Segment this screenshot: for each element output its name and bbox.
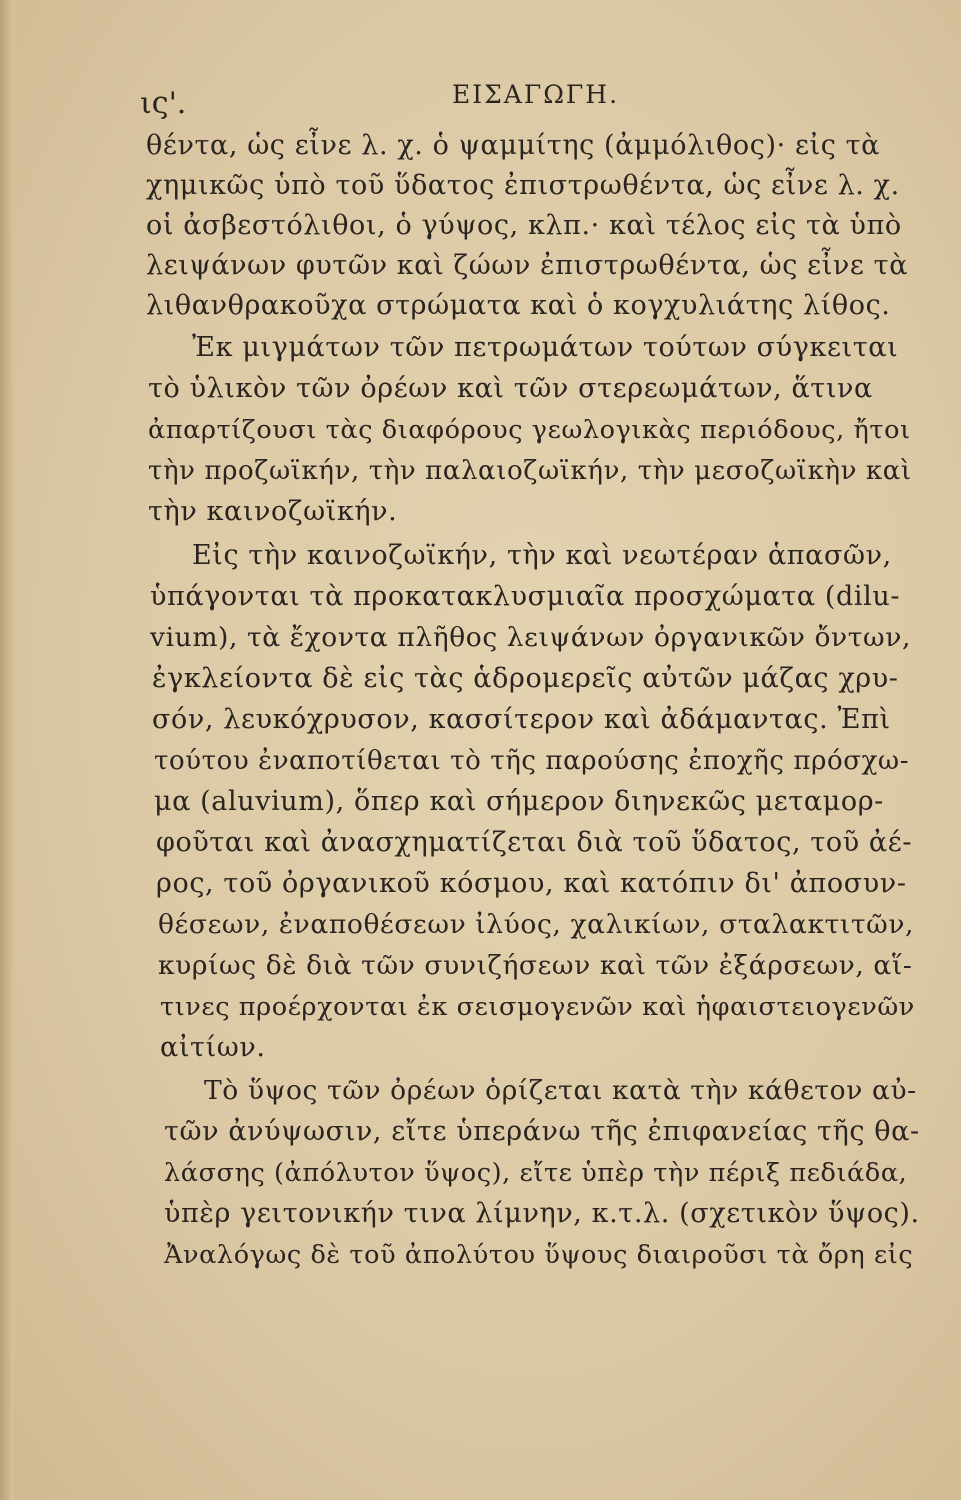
text-line: Τὸ ὕψος τῶν ὀρέων ὁρίζεται κατὰ τὴν κάθετον αὐ- [204,1075,917,1106]
text-line: ρος, τοῦ ὀργανικοῦ κόσμου, καὶ κατόπιν δι' ἀποσυν- [156,868,907,899]
text-line: ὑπάγονται τὰ προκατακλυσμιαῖα προσχώματα (dilu- [150,581,901,612]
text-line: τινες προέρχονται ἐκ σεισμογενῶν καὶ ἡφαιστειογενῶν [160,992,915,1022]
text-line: αἰτίων. [160,1032,266,1063]
text-line: ὑπὲρ γειτονικήν τινα λίμνην, κ.τ.λ. (σχετικὸν ὕψος). [164,1198,920,1229]
text-line: θέντα, ὡς εἶνε λ. χ. ὁ ψαμμίτης (ἀμμόλιθος)· εἰς τὰ [146,130,881,161]
text-line: θέσεων, ἐναποθέσεων ἰλύος, χαλικίων, σταλακτιτῶν, [158,909,915,940]
running-title: ΕΙΣΑΓΩΓΗ. [452,80,620,109]
text-line: κυρίως δὲ διὰ τῶν συνιζήσεων καὶ τῶν ἐξάρσεων, αἵ- [158,950,913,981]
text-line: τῶν ἀνύψωσιν, εἴτε ὑπεράνω τῆς ἐπιφανείας τῆς θα- [164,1116,920,1147]
text-line: φοῦται καὶ ἀνασχηματίζεται διὰ τοῦ ὕδατος, τοῦ ἀέ- [156,827,913,858]
text-line: λιθανθρακοῦχα στρώματα καὶ ὁ κογχυλιάτης λίθος. [146,290,891,321]
page-number: ις'. [140,86,187,121]
text-line: vium), τὰ ἔχοντα πλῆθος λειψάνων ὀργανικῶν ὄντων, [150,622,911,653]
text-line: τὴν καινοζωϊκήν. [148,496,398,527]
text-line: μα (aluvium), ὅπερ καὶ σήμερον διηνεκῶς μεταμορ- [154,786,884,817]
text-line: ἐγκλείοντα δὲ εἰς τὰς ἁδρομερεῖς αὐτῶν μάζας χρυ- [152,663,899,694]
text-line: Εἰς τὴν καινοζωϊκήν, τὴν καὶ νεωτέραν ἁπασῶν, [192,540,892,571]
text-line: Ἀναλόγως δὲ τοῦ ἀπολύτου ὕψους διαιροῦσι τὰ ὄρη εἰς [164,1240,914,1270]
text-line: οἱ ἀσβεστόλιθοι, ὁ γύψος, κλπ.· καὶ τέλος εἰς τὰ ὑπὸ [146,210,902,241]
text-line: Ἐκ μιγμάτων τῶν πετρωμάτων τούτων σύγκειται [192,332,899,363]
page-gutter [0,0,14,1500]
text-line: ἀπαρτίζουσι τὰς διαφόρους γεωλογικὰς περιόδους, ἤτοι [148,415,911,445]
text-line: τὸ ὑλικὸν τῶν ὀρέων καὶ τῶν στερεωμάτων, ἅτινα [148,373,873,404]
text-line: τούτου ἐναποτίθεται τὸ τῆς παρούσης ἐποχῆς πρόσχω- [154,746,910,776]
text-line: σόν, λευκόχρυσον, κασσίτερον καὶ ἀδάμαντας. Ἐπὶ [152,704,891,735]
text-line: λάσσης (ἀπόλυτον ὕψος), εἴτε ὑπὲρ τὴν πέριξ πεδιάδα, [164,1158,908,1188]
text-line: λειψάνων φυτῶν καὶ ζώων ἐπιστρωθέντα, ὡς εἶνε τὰ [146,250,909,281]
page-header [0,80,961,120]
text-line: χημικῶς ὑπὸ τοῦ ὕδατος ἐπιστρωθέντα, ὡς εἶνε λ. χ. [146,170,900,201]
text-line: τὴν προζωϊκήν, τὴν παλαιοζωϊκήν, τὴν μεσοζωϊκὴν καὶ [148,456,912,486]
